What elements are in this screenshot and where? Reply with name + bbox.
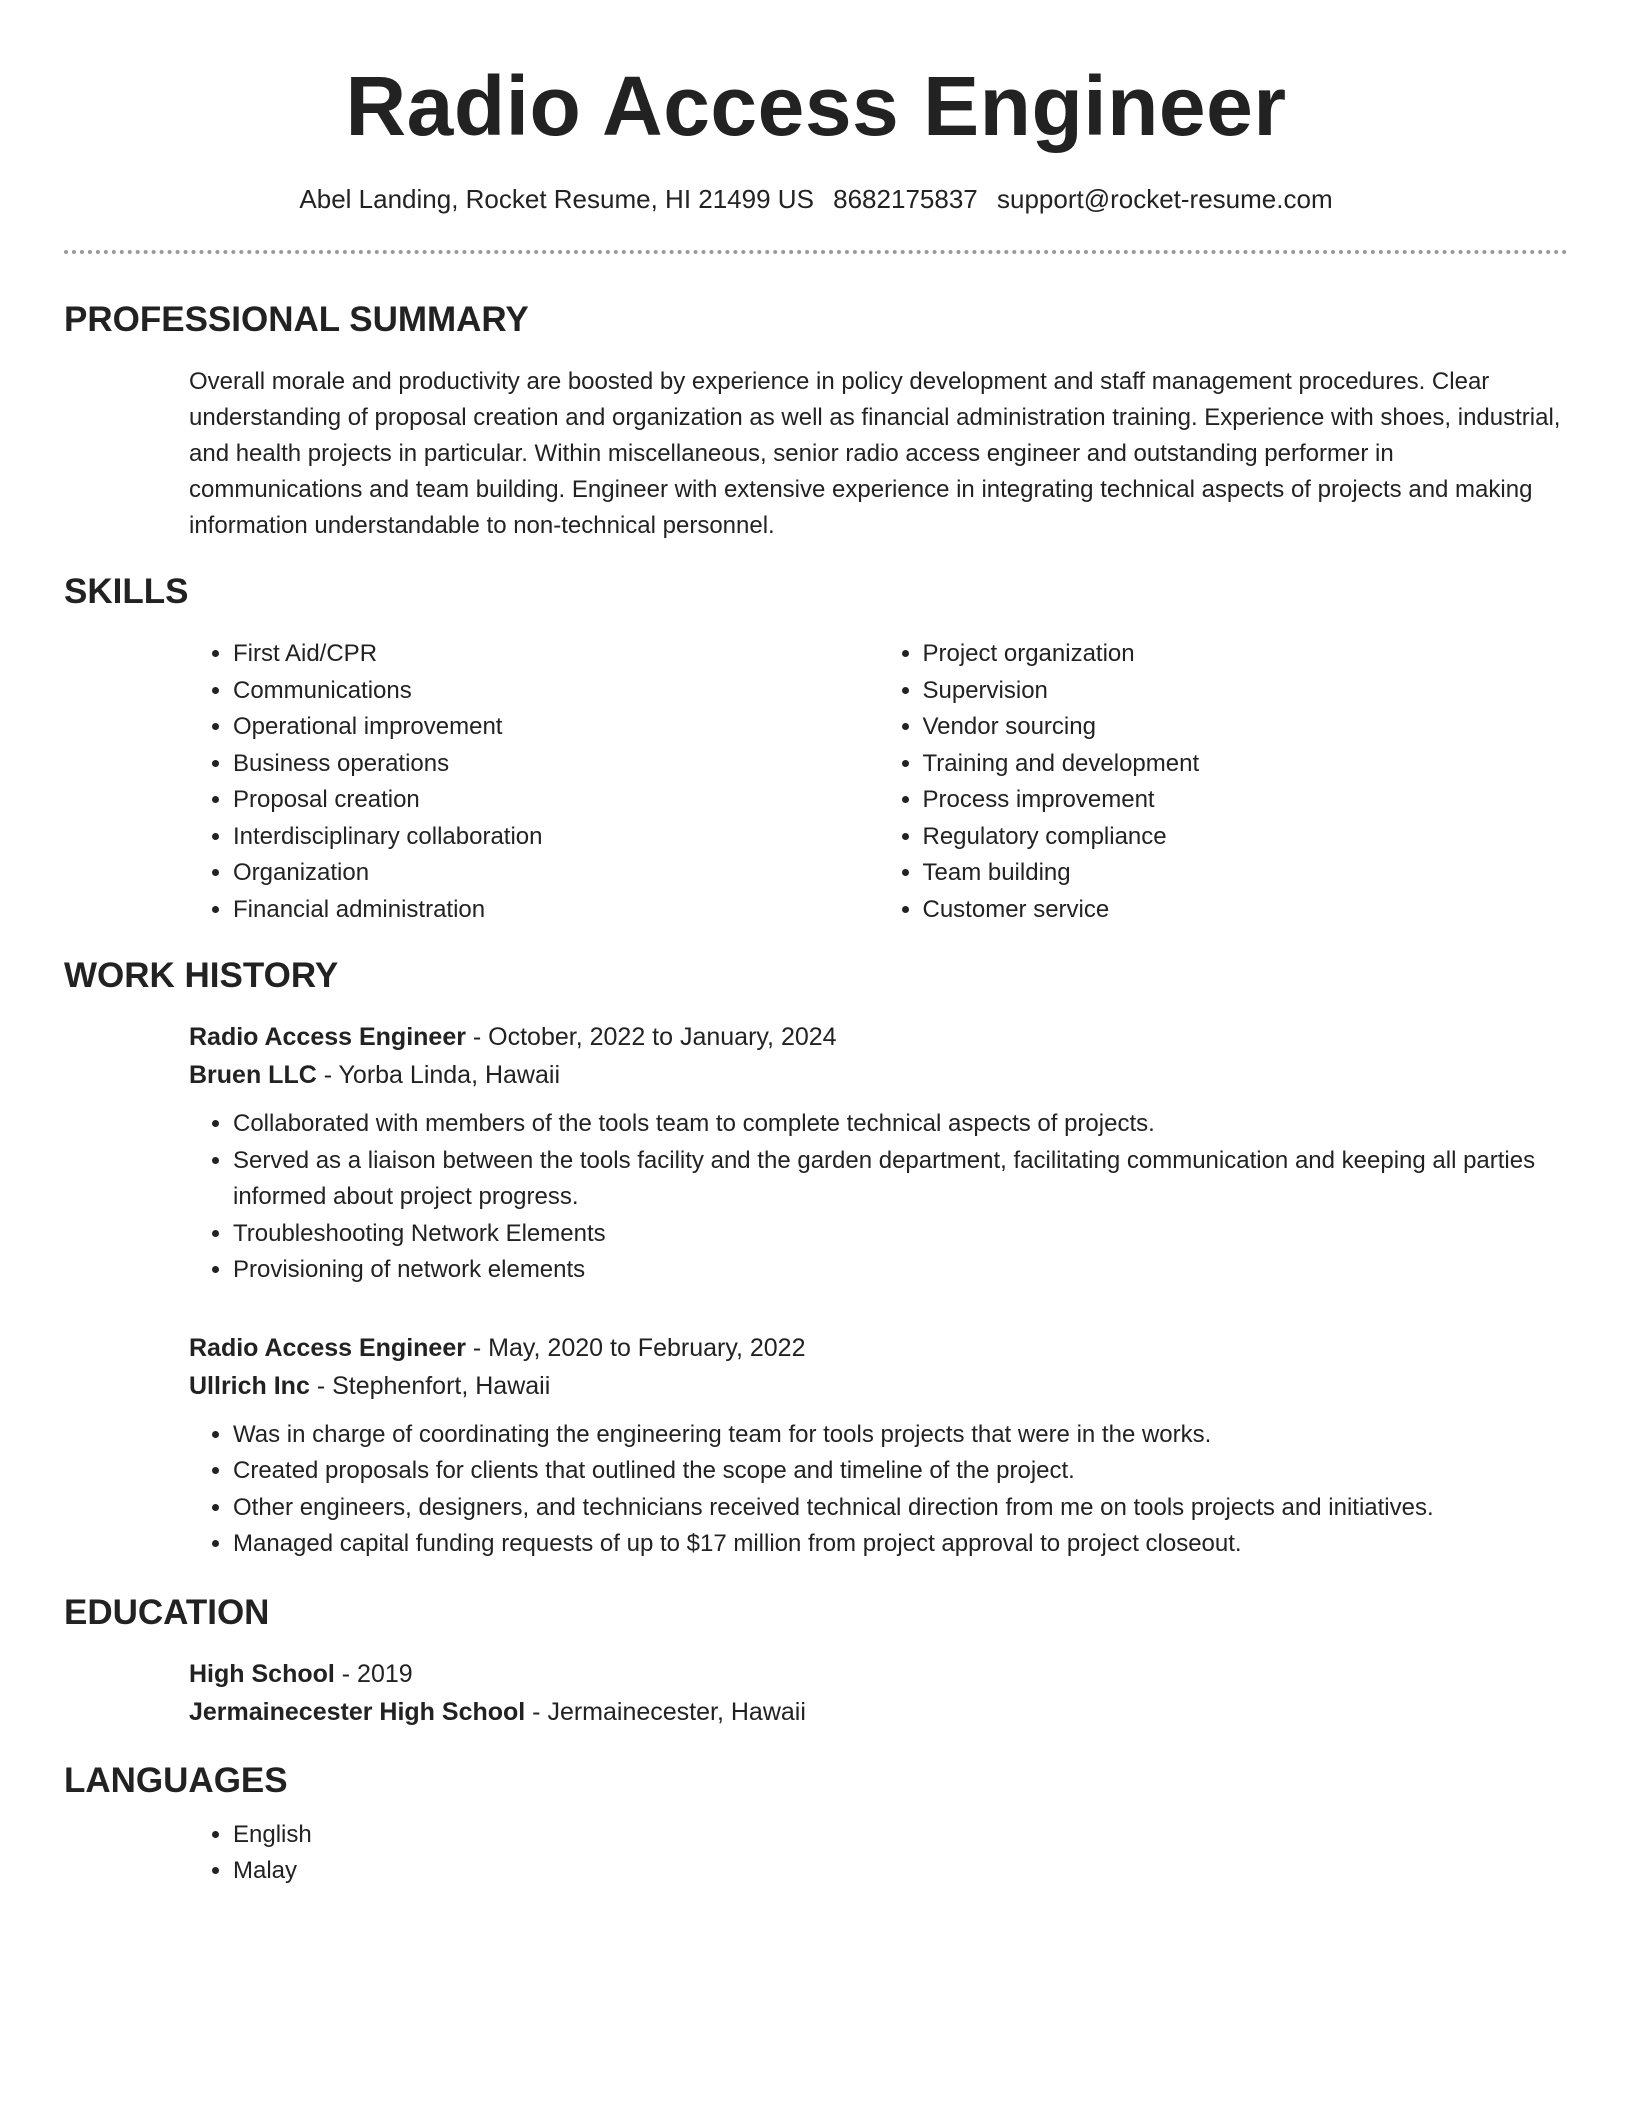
education-year: - 2019 [334,1659,413,1688]
skill-item: • Financial administration [233,892,879,929]
skill-item: • Proposal creation [233,782,879,819]
job-bullet: • Collaborated with members of the tools team to complete technical aspects of projects. [233,1106,1568,1143]
job-company-line [189,1367,1568,1405]
job-bullet: • Managed capital funding requests of up to $17 million from project approval to project closeout. [233,1526,1568,1563]
header-divider [64,250,1568,254]
skill-item: • Supervision [923,673,1569,710]
summary-heading: PROFESSIONAL SUMMARY [64,300,529,339]
education-entry [189,1655,1568,1731]
job-bullet: • Served as a liaison between the tools facility and the garden department, facilitating communication and keeping all parties informed about project progress. [233,1143,1568,1216]
languages-heading: LANGUAGES [64,1760,288,1800]
skill-item: • Vendor sourcing [923,709,1569,746]
education-location: - Jermainecester, Hawaii [525,1697,806,1726]
job-entry [189,1329,1568,1563]
skill-item: • Interdisciplinary collaboration [233,819,879,856]
job-bullet: • Created proposals for clients that outlined the scope and timeline of the project. [233,1453,1568,1490]
job-dates: - May, 2020 to February, 2022 [465,1333,806,1362]
work-history-heading: WORK HISTORY [64,956,339,995]
skill-item: • Training and development [923,746,1569,783]
language-item: • Malay [233,1853,1568,1890]
job-bullet: • Troubleshooting Network Elements [233,1216,1568,1253]
skill-item: • Customer service [923,892,1569,929]
job-bullet: • Was in charge of coordinating the engineering team for tools projects that were in the works. [233,1417,1568,1454]
skills-column-left [189,636,879,928]
contact-phone: 8682175837 [833,184,978,214]
education-heading: EDUCATION [64,1592,270,1632]
contact-line [64,182,1568,216]
contact-email: support@rocket-resume.com [996,184,1333,214]
job-title: Radio Access Engineer [189,1023,466,1051]
job-bullet: • Other engineers, designers, and technicians received technical direction from me on tools projects and initiatives. [233,1490,1568,1527]
job-bullet: • Provisioning of network elements [233,1252,1568,1289]
skill-item: • First Aid/CPR [233,636,879,673]
job-location: - Stephenfort, Hawaii [309,1371,551,1400]
job-entry [189,1018,1568,1289]
skills-grid [189,636,1568,928]
job-bullets [189,1106,1568,1289]
education-school: Jermainecester High School [189,1697,526,1726]
job-bullets [189,1417,1568,1563]
job-company: Ullrich Inc [189,1371,310,1400]
education-degree-line [189,1655,1568,1693]
skill-item: • Team building [923,855,1569,892]
job-dates: - October, 2022 to January, 2024 [465,1023,837,1051]
job-title-line [189,1329,1568,1367]
languages-block [189,1817,1568,1890]
skills-heading: SKILLS [64,572,189,611]
skill-item: • Process improvement [923,782,1569,819]
job-title-line [189,1018,1568,1056]
contact-address: Abel Landing, Rocket Resume, HI 21499 US [299,184,814,214]
candidate-name: Radio Access Engineer [345,59,1287,153]
summary-text: Overall morale and productivity are boosted by experience in policy development and staff management procedures. Clear understanding of proposal creation and organization as well as financial administration training. Experience with shoes, industrial, and health projects in particular. Within miscellaneous, senior radio access engineer and outstanding performer in communications and team building. Engineer with extensive experience in integrating technical aspects of projects and making information understandable to non-technical personnel. [189,368,1561,539]
skill-item: • Communications [233,673,879,710]
education-school-line [189,1693,1568,1731]
skills-column-right [879,636,1569,928]
skill-item: • Business operations [233,746,879,783]
languages-list [189,1817,1568,1890]
education-degree: High School [189,1659,335,1688]
language-item: • English [233,1817,1568,1854]
skill-item: • Project organization [923,636,1569,673]
job-company-line [189,1056,1568,1094]
job-company: Bruen LLC [189,1061,317,1089]
skill-item: • Regulatory compliance [923,819,1569,856]
job-title: Radio Access Engineer [189,1333,466,1362]
job-location: - Yorba Linda, Hawaii [316,1061,560,1089]
skill-item: • Operational improvement [233,709,879,746]
skill-item: • Organization [233,855,879,892]
